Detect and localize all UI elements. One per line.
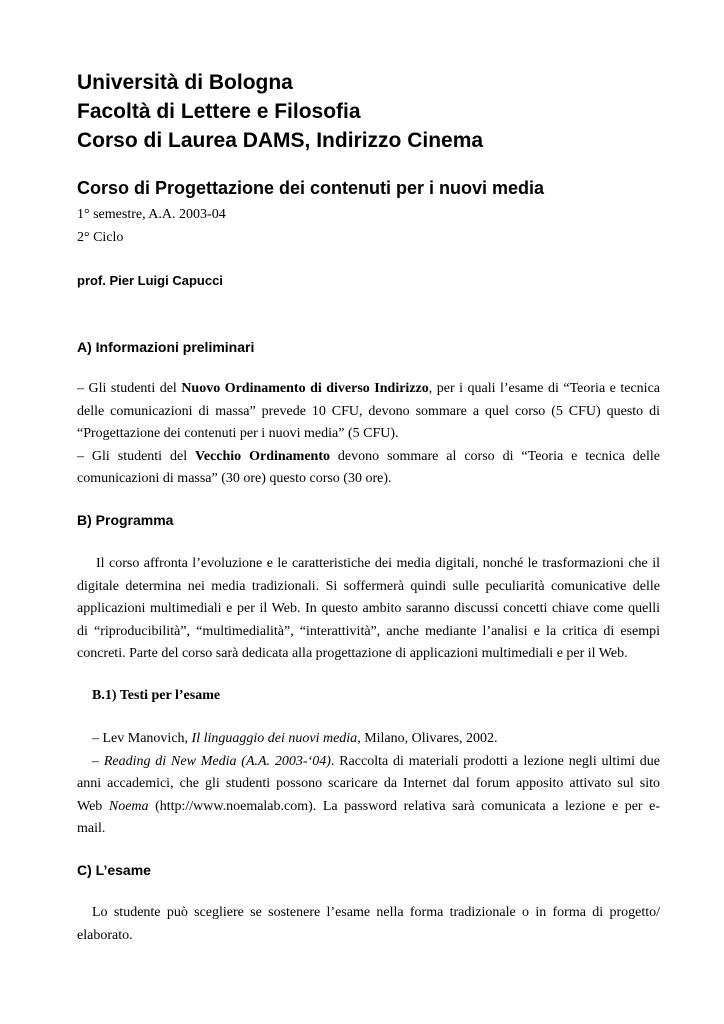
text-line: – Gli studenti del Vecchio Ordinamento devono sommare al corso di “Teoria e tecnica delle — [77, 448, 660, 464]
text-line: mail. — [77, 821, 106, 836]
degree-course-name: Corso di Laurea DAMS, Indirizzo Cinema — [77, 129, 484, 152]
faculty-name: Facoltà di Lettere e Filosofia — [77, 100, 361, 123]
text-line: – Lev Manovich, Il linguaggio dei nuovi media, Milano, Olivares, 2002. — [92, 731, 498, 746]
section-a-body — [77, 378, 660, 491]
text-line: – Gli studenti del Nuovo Ordinamento di diverso Indirizzo, per i quali l’esame di “Teoria e tecnica — [77, 381, 660, 396]
cycle-info: 2° Ciclo — [77, 230, 124, 245]
section-c-body — [77, 902, 660, 947]
text-line: elaborato. — [77, 927, 133, 943]
text-line: Web Noema (http://www.noemalab.com). La password relativa sarà comunicata a lezione e per e- — [77, 798, 660, 814]
text-line: concreti. Parte del corso sarà dedicata alla progettazione di applicazioni multimediali e per il Web. — [77, 646, 628, 661]
text-line: – Reading di New Media (A.A. 2003-‘04). Raccolta di materiali prodotti a lezione negli ultimi due — [92, 753, 660, 769]
university-name: Università di Bologna — [77, 71, 293, 94]
text-line: anni accademici, che gli studenti possono scaricare da Internet dal forum apposito attivato sul sito — [77, 776, 660, 791]
section-b1-body — [77, 728, 660, 841]
course-title: Corso di Progettazione dei contenuti per i nuovi media — [77, 178, 545, 198]
section-c-heading: C) L’esame — [77, 862, 151, 878]
professor-name: prof. Pier Luigi Capucci — [77, 273, 223, 288]
text-line: “Progettazione dei contenuti per i nuovi media” (5 CFU). — [77, 426, 399, 441]
section-b1-heading: B.1) Testi per l’esame — [92, 688, 221, 703]
text-line: applicazioni multimediali e per il Web. In questo ambito saranno discussi concetti chiave come quelli — [77, 601, 660, 616]
section-b-body — [77, 553, 660, 666]
text-line: Il corso affronta l’evoluzione e le caratteristiche dei media digitali, nonché le trasformazioni che il — [96, 556, 660, 571]
section-b-heading: B) Programma — [77, 512, 174, 528]
text-line: delle comunicazioni di massa” prevede 10 CFU, devono sommare a quel corso (5 CFU) questo di — [77, 403, 660, 419]
text-line: comunicazioni di massa” (30 ore) questo corso (30 ore). — [77, 471, 392, 486]
text-line: di “riproducibilità”, “multimedialità”, “interattività”, anche mediante l’analisi e la critica di esempi — [77, 623, 660, 639]
text-line: digitale determina nei media tradizionali. Si soffermerà quindi sulle peculiarità comunicative delle — [77, 578, 660, 594]
text-line: Lo studente può scegliere se sostenere l’esame nella forma tradizionale o in forma di progetto/ — [92, 905, 660, 920]
semester-info: 1° semestre, A.A. 2003-04 — [77, 207, 226, 222]
section-a-heading: A) Informazioni preliminari — [77, 339, 255, 355]
